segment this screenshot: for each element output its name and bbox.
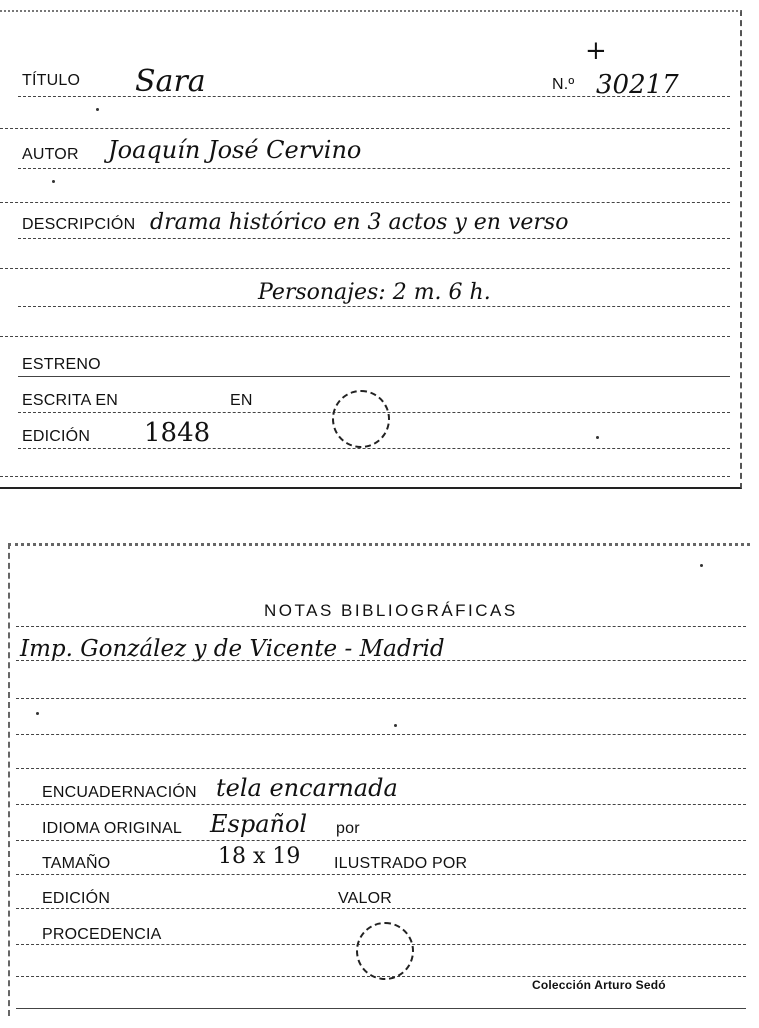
rule xyxy=(16,1008,746,1009)
rule xyxy=(18,448,730,449)
rule xyxy=(16,660,746,661)
rule xyxy=(0,202,730,203)
numero-label: N.º xyxy=(552,76,575,93)
descripcion-value: drama histórico en 3 actos y en verso xyxy=(150,210,569,235)
rule xyxy=(18,96,730,97)
rule xyxy=(18,376,730,377)
library-stamp xyxy=(356,922,414,980)
numero-value: 30217 xyxy=(596,70,679,100)
titulo-value: Sara xyxy=(135,64,206,99)
ink-speck xyxy=(52,180,55,183)
tamano-label: TAMAÑO xyxy=(42,855,111,872)
rule xyxy=(18,168,730,169)
catalog-card-back xyxy=(8,543,750,1016)
cross-mark: + xyxy=(585,36,607,66)
tamano-value: 18 x 19 xyxy=(218,844,301,869)
autor-label: AUTOR xyxy=(22,146,79,163)
rule xyxy=(16,698,746,699)
rule xyxy=(0,268,730,269)
library-stamp xyxy=(332,390,390,448)
catalog-card-front xyxy=(0,10,742,489)
rule xyxy=(0,336,730,337)
rule xyxy=(16,874,746,875)
rule xyxy=(18,306,730,307)
rule xyxy=(0,128,730,129)
autor-value: Joaquín José Cervino xyxy=(108,136,362,164)
ink-speck xyxy=(700,564,703,567)
titulo-label: TÍTULO xyxy=(22,72,81,89)
rule xyxy=(16,840,746,841)
notas-heading: NOTAS BIBLIOGRÁFICAS xyxy=(264,601,518,620)
imprenta-value: Imp. González y de Vicente - Madrid xyxy=(20,636,445,662)
descripcion-label: DESCRIPCIÓN xyxy=(22,216,136,233)
personajes-value: Personajes: 2 m. 6 h. xyxy=(258,280,491,305)
estreno-label: ESTRENO xyxy=(22,356,101,373)
escrita-en-label: ESCRITA EN xyxy=(22,392,118,409)
rule xyxy=(16,768,746,769)
edicion-label: EDICIÓN xyxy=(22,428,91,445)
idioma-label: IDIOMA ORIGINAL xyxy=(42,820,182,837)
edicion-label-back: EDICIÓN xyxy=(42,890,111,907)
por-label: por xyxy=(336,820,360,837)
ink-speck xyxy=(394,724,397,727)
rule xyxy=(16,908,746,909)
rule xyxy=(16,804,746,805)
ink-speck xyxy=(36,712,39,715)
ink-speck xyxy=(596,436,599,439)
rule xyxy=(16,734,746,735)
coleccion-label: Colección Arturo Sedó xyxy=(532,978,666,992)
ilustrado-label: ILUSTRADO POR xyxy=(334,855,468,872)
ink-speck xyxy=(96,108,99,111)
encuadernacion-value: tela encarnada xyxy=(216,774,398,802)
encuadernacion-label: ENCUADERNACIÓN xyxy=(42,784,197,801)
idioma-value: Español xyxy=(210,810,308,838)
procedencia-label: PROCEDENCIA xyxy=(42,926,162,943)
rule xyxy=(16,626,746,627)
rule xyxy=(0,476,730,477)
valor-label: VALOR xyxy=(338,890,393,907)
edicion-value: 1848 xyxy=(144,418,211,448)
rule xyxy=(18,238,730,239)
en-label: EN xyxy=(230,392,253,409)
